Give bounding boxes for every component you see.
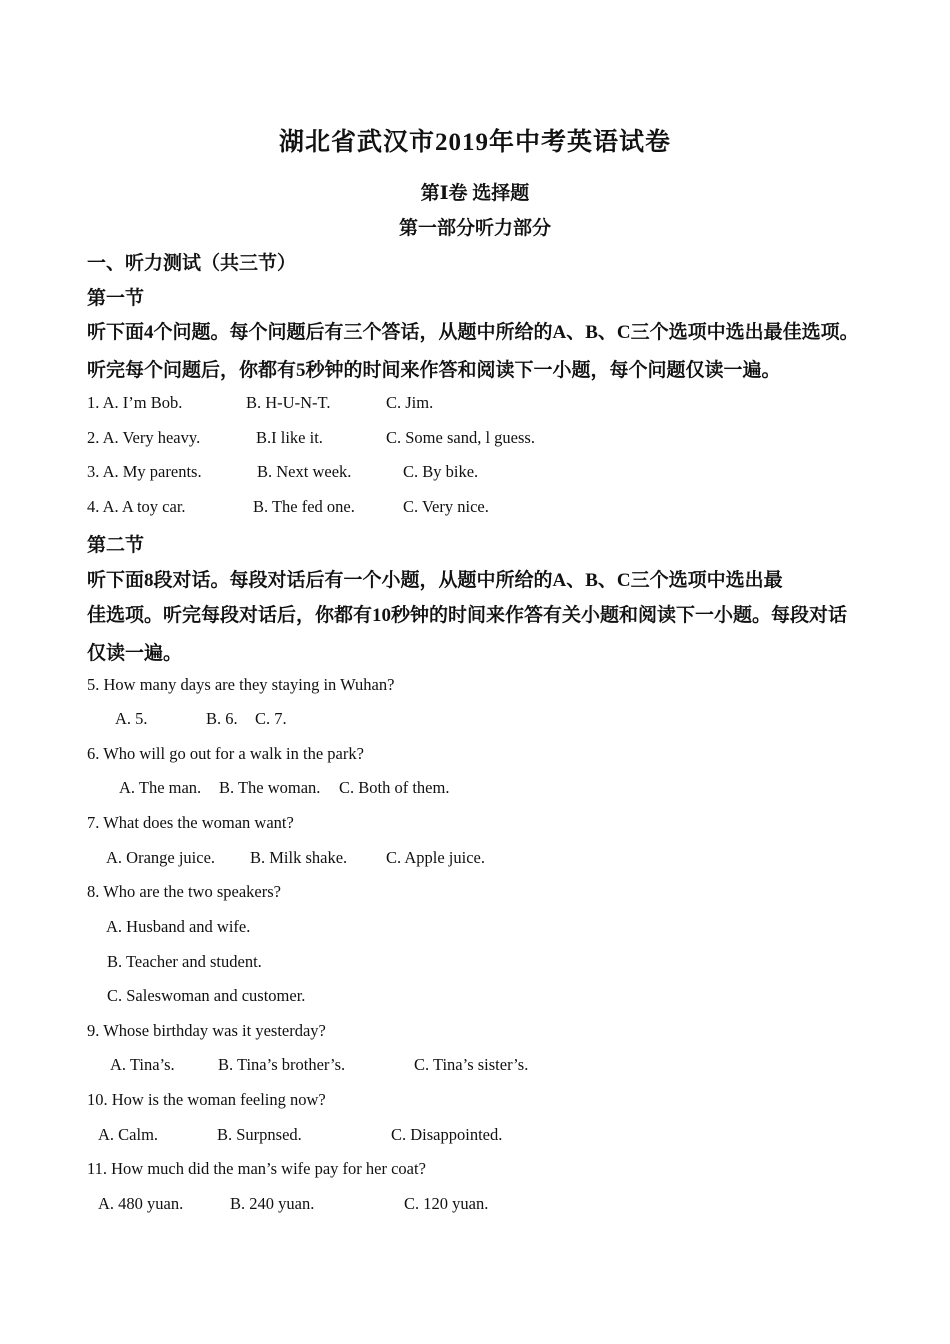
- q6-option-a: A. The man.: [119, 778, 202, 797]
- q2-option-a: 2. A. Very heavy.: [87, 428, 201, 447]
- q3-option-a: 3. A. My parents.: [87, 462, 202, 481]
- q7-option-a: A. Orange juice.: [106, 848, 216, 867]
- part-heading: 第一部分听力部分: [398, 218, 551, 239]
- q7-stem: 7. What does the woman want?: [87, 813, 294, 832]
- q11-option-c: C. 120 yuan.: [404, 1194, 489, 1213]
- q8-stem: 8. Who are the two speakers?: [87, 882, 281, 901]
- q4-option-c: C. Very nice.: [403, 497, 489, 516]
- q7-option-c: C. Apple juice.: [386, 848, 485, 867]
- q10-option-b: B. Surpnsed.: [217, 1125, 302, 1144]
- q11-stem: 11. How much did the man’s wife pay for her coat?: [87, 1159, 426, 1178]
- q1-option-b: B. H-U-N-T.: [246, 393, 331, 412]
- q3-option-b: B. Next week.: [257, 462, 352, 481]
- section2-instruction-line: 佳选项。听完每段对话后，你都有10秒钟的时间来作答有关小题和阅读下一小题。每段对话: [87, 605, 848, 626]
- q3-option-c: C. By bike.: [403, 462, 479, 481]
- section2-heading: 第二节: [87, 535, 145, 556]
- section2-instruction-line: 仅读一遍。: [87, 643, 183, 664]
- q8-option-c: C. Saleswoman and customer.: [107, 986, 306, 1005]
- section1-instruction-line: 听完每个问题后，你都有5秒钟的时间来作答和阅读下一小题，每个问题仅读一遍。: [87, 360, 781, 381]
- q11-option-a: A. 480 yuan.: [98, 1194, 184, 1213]
- q9-option-c: C. Tina’s sister’s.: [414, 1055, 529, 1074]
- section1-heading: 第一节: [87, 288, 145, 309]
- q7-option-b: B. Milk shake.: [250, 848, 348, 867]
- exam-title: 湖北省武汉市2019年中考英语试卷: [278, 129, 671, 156]
- section-heading: 一、听力测试（共三节）: [87, 253, 297, 274]
- q10-option-c: C. Disappointed.: [391, 1125, 503, 1144]
- q6-stem: 6. Who will go out for a walk in the park?: [87, 744, 364, 763]
- q6-option-c: C. Both of them.: [339, 778, 450, 797]
- q4-option-b: B. The fed one.: [253, 497, 355, 516]
- q10-option-a: A. Calm.: [98, 1125, 159, 1144]
- q1-option-a: 1. A. I’m Bob.: [87, 393, 183, 412]
- q9-option-a: A. Tina’s.: [110, 1055, 175, 1074]
- q5-option-b: B. 6.: [206, 709, 238, 728]
- q6-option-b: B. The woman.: [219, 778, 321, 797]
- q5-option-c: C. 7.: [255, 709, 287, 728]
- volume-heading: 第Ⅰ卷 选择题: [420, 183, 530, 204]
- q11-option-b: B. 240 yuan.: [230, 1194, 315, 1213]
- q9-stem: 9. Whose birthday was it yesterday?: [87, 1021, 326, 1040]
- q2-option-c: C. Some sand, l guess.: [386, 428, 535, 447]
- q5-stem: 5. How many days are they staying in Wuhan?: [87, 675, 395, 694]
- q5-option-a: A. 5.: [115, 709, 148, 728]
- q2-option-b: B.I like it.: [256, 428, 323, 447]
- q8-option-a: A. Husband and wife.: [106, 917, 251, 936]
- q4-option-a: 4. A. A toy car.: [87, 497, 186, 516]
- q10-stem: 10. How is the woman feeling now?: [87, 1090, 326, 1109]
- q9-option-b: B. Tina’s brother’s.: [218, 1055, 346, 1074]
- section2-instruction-line: 听下面8段对话。每段对话后有一个小题，从题中所给的A、B、C三个选项中选出最: [87, 570, 783, 591]
- q1-option-c: C. Jim.: [386, 393, 434, 412]
- q8-option-b: B. Teacher and student.: [107, 952, 262, 971]
- section1-instruction-line: 听下面4个问题。每个问题后有三个答话，从题中所给的A、B、C三个选项中选出最佳选项。: [87, 322, 859, 343]
